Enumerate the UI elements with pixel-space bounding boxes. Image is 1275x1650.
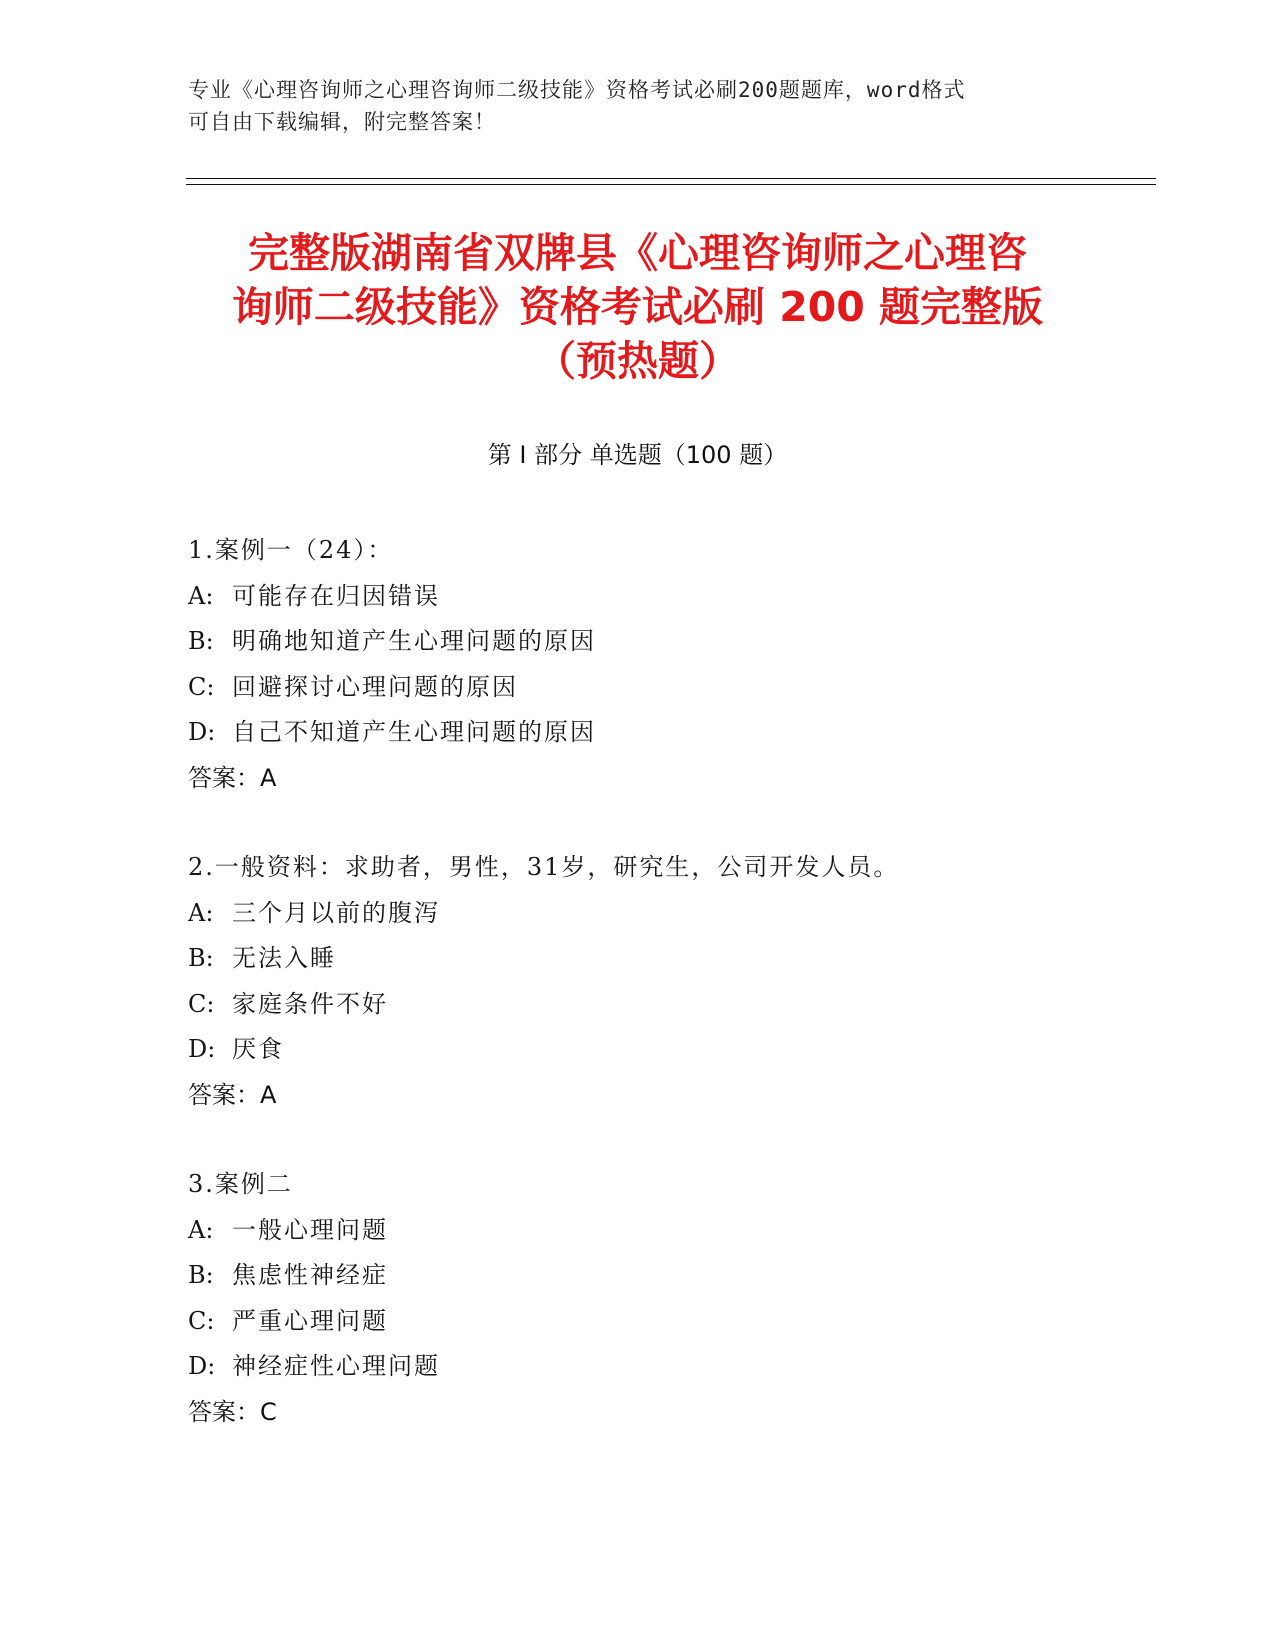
answer: 答案：C xyxy=(188,1397,277,1426)
question-stem: 1.案例一（24）： xyxy=(188,536,394,564)
option-b xyxy=(188,936,1128,982)
option-letter: D: xyxy=(188,1035,216,1063)
option-a xyxy=(188,891,1128,937)
option-c xyxy=(188,665,1128,711)
option-letter: B: xyxy=(188,627,214,655)
option-text: 神经症性心理问题 xyxy=(232,1352,440,1380)
option-letter: B: xyxy=(188,1261,214,1289)
question-3 xyxy=(188,1162,1128,1435)
option-letter: B: xyxy=(188,944,214,972)
option-d xyxy=(188,1344,1128,1390)
question-1 xyxy=(188,528,1128,801)
option-text: 三个月以前的腹泻 xyxy=(232,898,440,927)
header-divider-bottom xyxy=(186,184,1156,185)
header-note-line-2: 可自由下载编辑，附完整答案！ xyxy=(188,110,496,134)
option-text: 回避探讨心理问题的原因 xyxy=(232,672,518,701)
answer: 答案：A xyxy=(188,1080,277,1109)
option-letter: C: xyxy=(188,1306,215,1335)
option-letter: A: xyxy=(188,581,214,610)
option-letter: C: xyxy=(188,672,215,701)
document-title-line-3: （预热题） xyxy=(535,337,740,385)
option-text: 焦虑性神经症 xyxy=(232,1261,388,1289)
header-note xyxy=(188,74,1068,138)
option-text: 可能存在归因错误 xyxy=(232,581,440,610)
option-letter: A: xyxy=(188,1215,214,1244)
option-a xyxy=(188,1208,1128,1254)
document-title-line-2: 询师二级技能》资格考试必刷 200 题完整版 xyxy=(231,283,1044,331)
header-divider-top xyxy=(186,178,1156,179)
header-note-line-1: 专业《心理咨询师之心理咨询师二级技能》资格考试必刷200题题库，word格式 xyxy=(188,78,966,102)
option-c xyxy=(188,982,1128,1028)
option-b xyxy=(188,1253,1128,1299)
option-a xyxy=(188,574,1128,620)
option-text: 一般心理问题 xyxy=(232,1215,388,1244)
option-text: 明确地知道产生心理问题的原因 xyxy=(232,627,596,655)
option-d xyxy=(188,710,1128,756)
option-text: 严重心理问题 xyxy=(232,1306,388,1335)
option-text: 厌食 xyxy=(232,1035,284,1063)
document-title xyxy=(140,226,1135,388)
option-letter: A: xyxy=(188,898,214,927)
option-b xyxy=(188,619,1128,665)
question-stem: 3.案例二 xyxy=(188,1170,293,1198)
option-letter: D: xyxy=(188,718,216,746)
option-text: 家庭条件不好 xyxy=(232,989,388,1018)
option-d xyxy=(188,1027,1128,1073)
question-2 xyxy=(188,845,1128,1118)
option-c xyxy=(188,1299,1128,1345)
question-stem: 2.一般资料：求助者，男性，31岁，研究生，公司开发人员。 xyxy=(188,853,900,881)
document-title-line-1: 完整版湖南省双牌县《心理咨询师之心理咨 xyxy=(248,229,1027,277)
option-text: 自己不知道产生心理问题的原因 xyxy=(232,718,596,746)
section-title: 第 I 部分 单选题（100 题） xyxy=(487,441,788,469)
question-list xyxy=(188,528,1128,1479)
option-text: 无法入睡 xyxy=(232,944,336,972)
option-letter: C: xyxy=(188,989,215,1018)
option-letter: D: xyxy=(188,1352,216,1380)
answer: 答案：A xyxy=(188,763,277,792)
